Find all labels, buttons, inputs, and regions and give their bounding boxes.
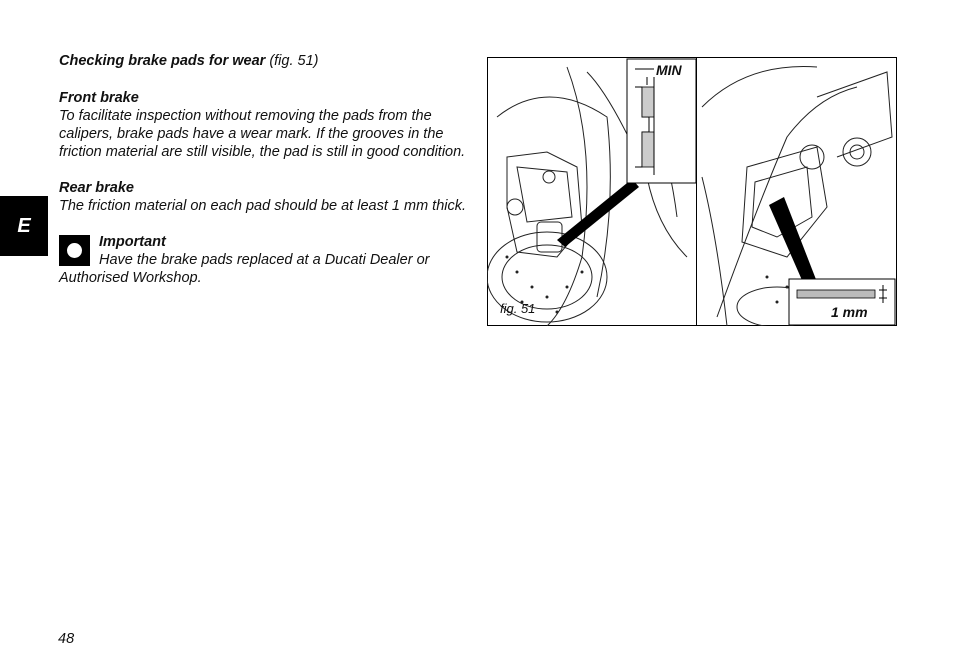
language-tab: E [0, 196, 48, 256]
rear-brake-section [59, 179, 471, 215]
front-brake-text: To facilitate inspection without removing the pads from the calipers, brake pads have a wear mark. If the grooves in the friction material are still visible, the pad is still in good condition. [59, 108, 466, 160]
important-note [59, 233, 471, 287]
section-heading [59, 52, 471, 71]
important-heading: Important [99, 234, 166, 250]
front-brake-section [59, 89, 471, 161]
page-number: 48 [58, 631, 75, 647]
rear-brake-heading: Rear brake [59, 180, 134, 196]
main-text [59, 52, 471, 287]
section-fig-ref: (fig. 51) [269, 53, 319, 69]
brake-illustration [487, 57, 897, 326]
important-text-line1: Have the brake pads replaced at a Ducati Dealer or [99, 252, 430, 268]
rear-brake-text: The friction material on each pad should be at least 1 mm thick. [59, 198, 467, 214]
figure-51 [487, 57, 897, 326]
min-label: MIN [656, 62, 682, 78]
section-title: Checking brake pads for wear [59, 53, 266, 69]
thickness-label: 1 mm [831, 304, 868, 320]
front-brake-heading: Front brake [59, 90, 139, 106]
important-text-line2: Authorised Workshop. [59, 270, 202, 286]
figure-caption: fig. 51 [500, 301, 536, 316]
important-icon [59, 235, 90, 266]
